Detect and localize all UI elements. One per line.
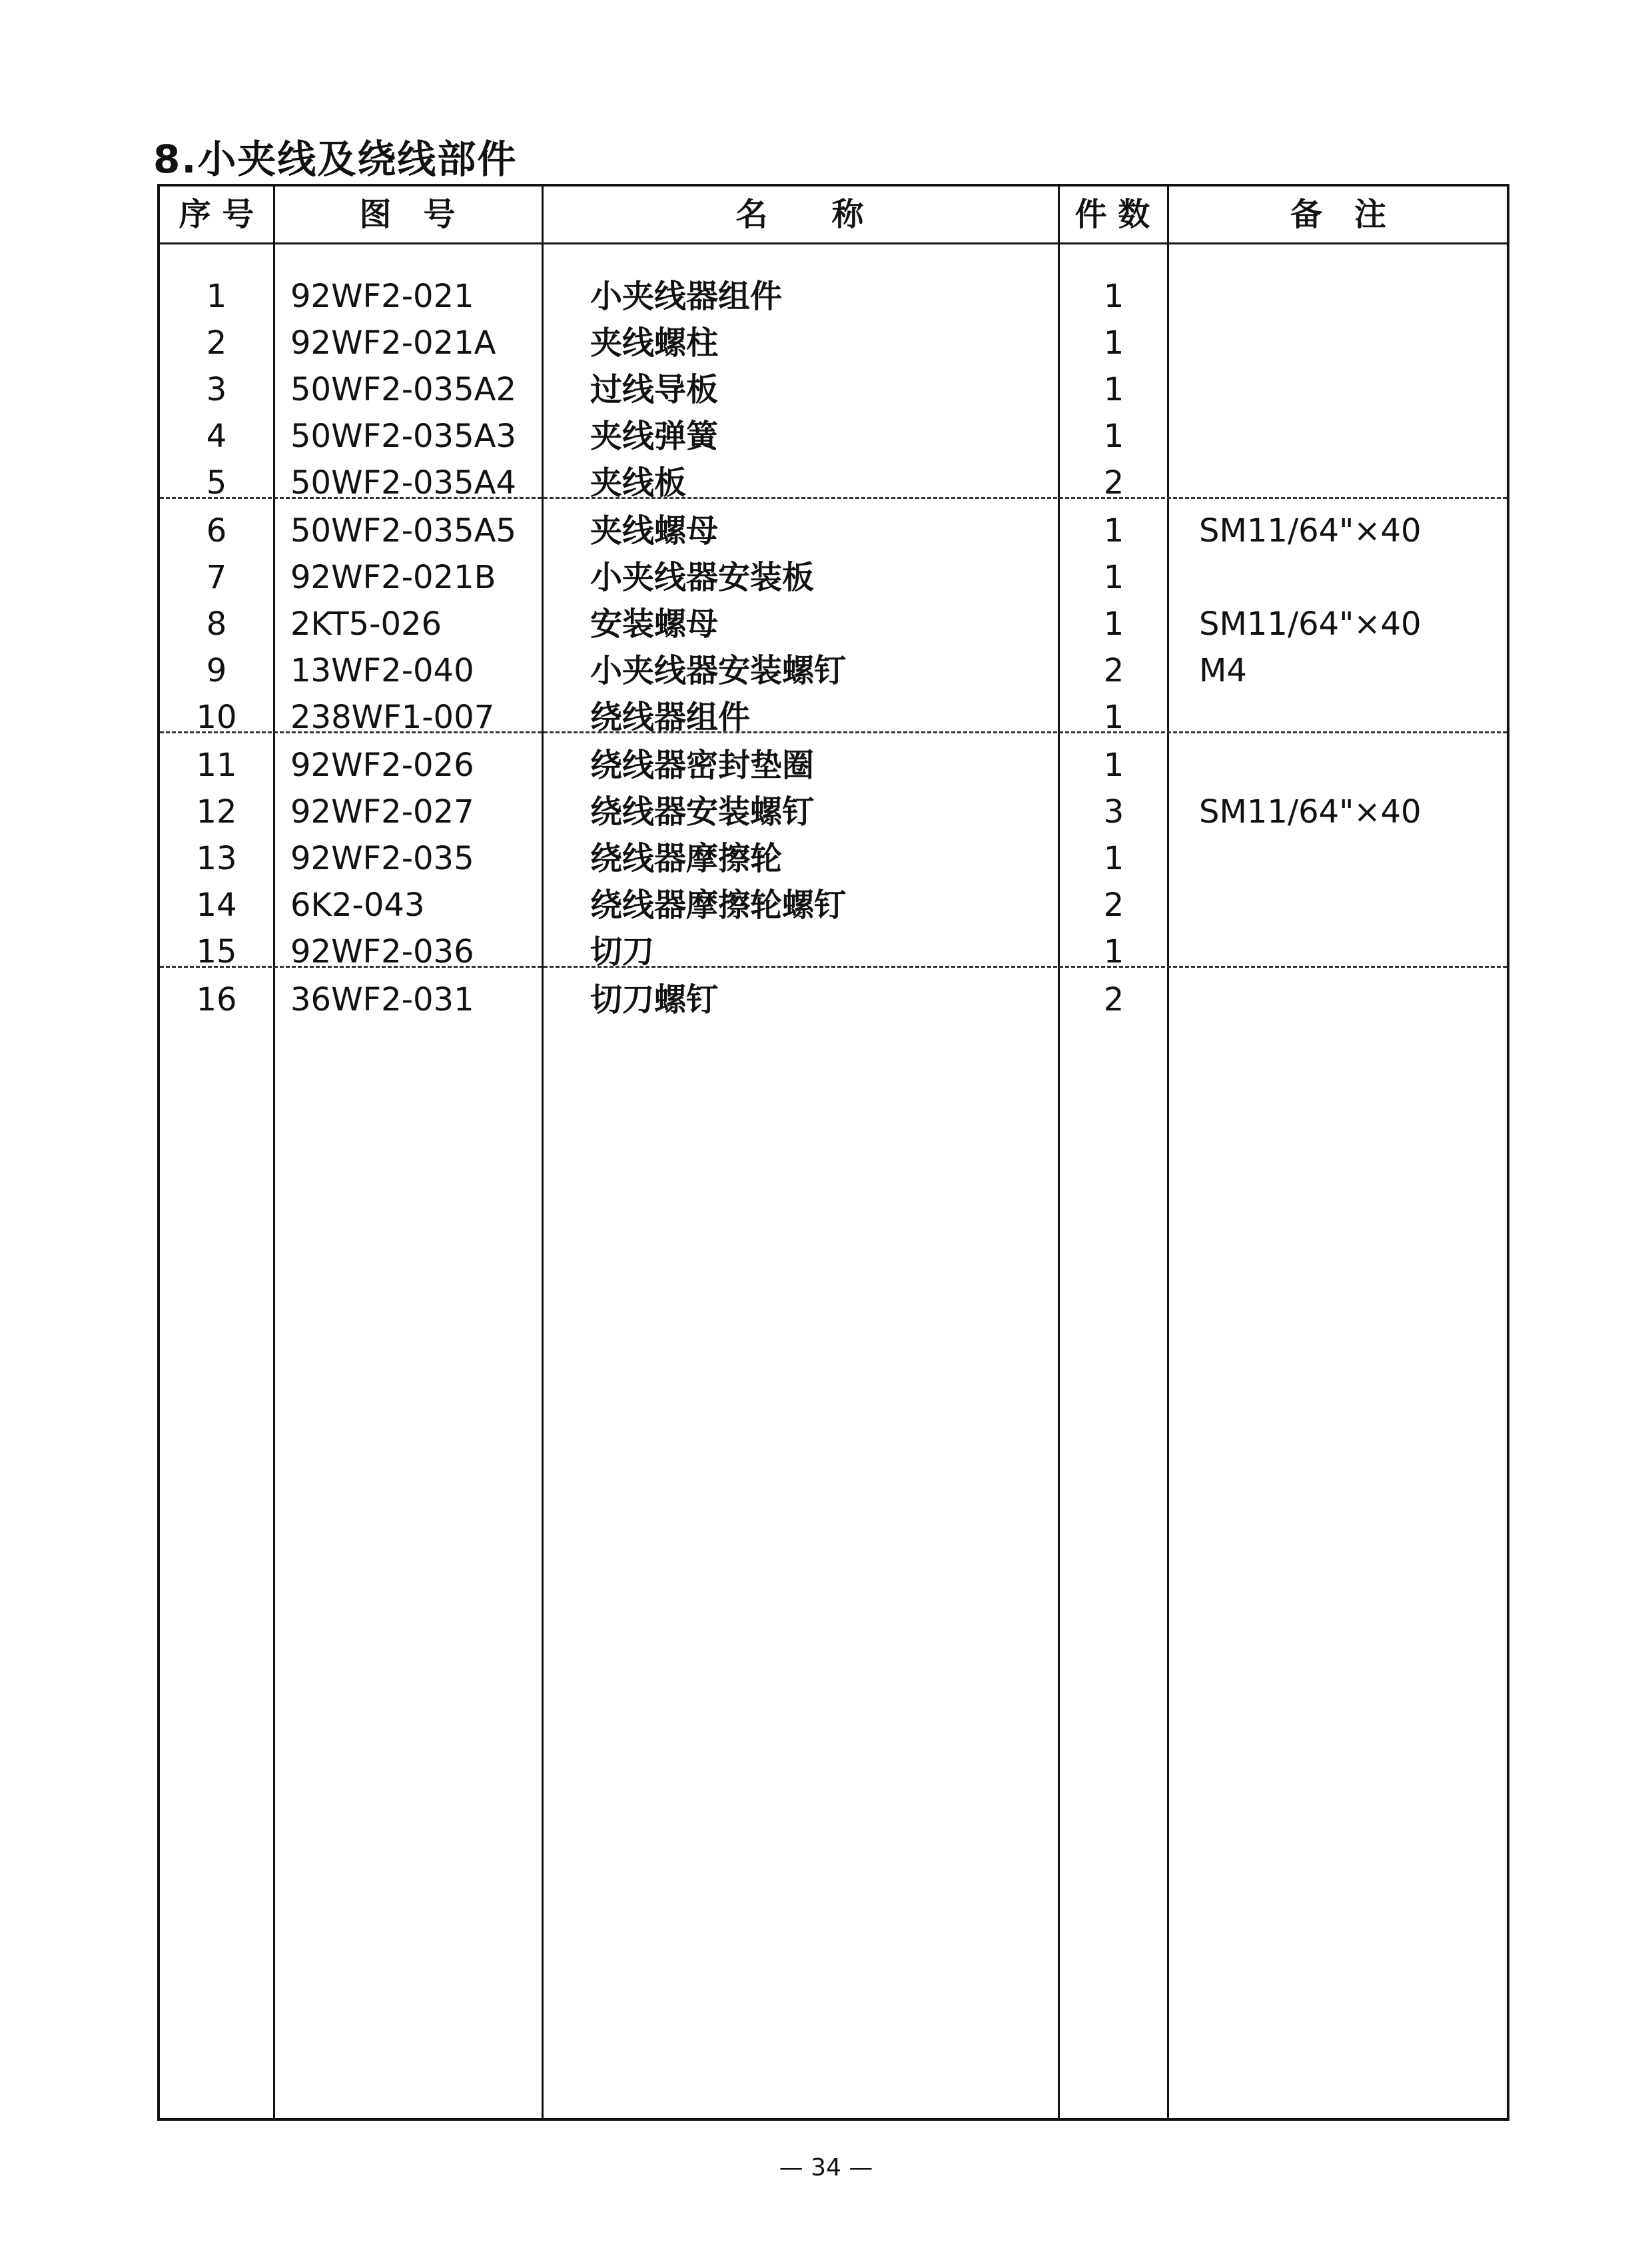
row-number: 16	[196, 981, 237, 1018]
part-note: SM11/64"×40	[1199, 793, 1422, 831]
part-note: M4	[1199, 652, 1247, 689]
part-note	[1199, 460, 1505, 506]
row-number: 1	[206, 278, 227, 315]
table-row	[160, 508, 1507, 554]
part-code: 50WF2-035A4	[290, 464, 516, 502]
table-row	[160, 320, 1507, 366]
row-number: 13	[196, 840, 237, 877]
part-quantity: 3	[1103, 793, 1124, 831]
part-name: 小夹线器组件	[590, 278, 783, 315]
row-number: 12	[196, 793, 237, 831]
table-row	[160, 742, 1507, 789]
part-note	[1199, 366, 1505, 413]
part-quantity: 1	[1103, 605, 1124, 643]
table-row	[160, 366, 1507, 413]
row-number: 2	[206, 324, 227, 362]
part-note: SM11/64"×40	[1199, 512, 1422, 550]
table-row	[160, 882, 1507, 929]
table-row	[160, 554, 1507, 601]
part-name: 切刀螺钉	[590, 981, 719, 1018]
part-quantity: 1	[1103, 699, 1124, 736]
header-note: 备 注	[1290, 196, 1386, 233]
part-note	[1199, 742, 1505, 789]
part-name: 绕线器摩擦轮	[590, 840, 783, 877]
row-number: 7	[206, 559, 227, 596]
part-quantity: 2	[1103, 981, 1124, 1018]
table-row	[160, 413, 1507, 460]
table-row	[160, 976, 1507, 1023]
table-row	[160, 929, 1507, 975]
table-row	[160, 835, 1507, 882]
part-code: 92WF2-021B	[290, 559, 496, 596]
row-number: 8	[206, 605, 227, 643]
row-number: 5	[206, 464, 227, 502]
part-name: 夹线板	[590, 464, 687, 502]
part-note	[1199, 976, 1505, 1023]
part-name: 切刀	[590, 933, 655, 970]
part-quantity: 2	[1103, 887, 1124, 924]
table-row	[160, 789, 1507, 835]
part-quantity: 1	[1103, 840, 1124, 877]
part-code: 92WF2-026	[290, 747, 474, 784]
page-title: 8.小夹线及绕线部件	[153, 137, 518, 182]
part-code: 50WF2-035A3	[290, 418, 516, 455]
part-code: 6K2-043	[290, 887, 425, 924]
row-number: 14	[196, 887, 237, 924]
header-qty: 件 数	[1074, 196, 1150, 233]
part-name: 绕线器组件	[590, 699, 751, 736]
part-code: 2KT5-026	[290, 605, 442, 643]
part-note: SM11/64"×40	[1199, 605, 1422, 643]
part-note	[1199, 835, 1505, 882]
part-name: 绕线器密封垫圈	[590, 747, 815, 784]
part-name: 过线导板	[590, 371, 719, 408]
page-number: — 34 —	[779, 2154, 873, 2181]
part-code: 238WF1-007	[290, 699, 495, 736]
part-quantity: 2	[1103, 652, 1124, 689]
part-quantity: 1	[1103, 324, 1124, 362]
header-divider	[160, 242, 1507, 244]
part-code: 92WF2-027	[290, 793, 474, 831]
part-quantity: 1	[1103, 512, 1124, 550]
row-number: 9	[206, 652, 227, 689]
parts-table	[157, 184, 1509, 2121]
part-code: 92WF2-036	[290, 933, 474, 970]
part-name: 绕线器安装螺钉	[590, 793, 815, 831]
table-row	[160, 273, 1507, 320]
row-number: 11	[196, 747, 237, 784]
part-code: 50WF2-035A2	[290, 371, 516, 408]
part-code: 36WF2-031	[290, 981, 474, 1018]
part-quantity: 1	[1103, 933, 1124, 970]
part-note	[1199, 320, 1505, 366]
row-number: 10	[196, 699, 237, 736]
row-number: 4	[206, 418, 227, 455]
part-quantity: 2	[1103, 464, 1124, 502]
part-name: 绕线器摩擦轮螺钉	[590, 887, 847, 924]
row-number: 3	[206, 371, 227, 408]
part-quantity: 1	[1103, 559, 1124, 596]
row-number: 15	[196, 933, 237, 970]
part-name: 夹线螺母	[590, 512, 719, 550]
part-note	[1199, 694, 1505, 741]
table-row	[160, 460, 1507, 506]
part-note	[1199, 413, 1505, 460]
part-name: 夹线螺柱	[590, 324, 719, 362]
table-row	[160, 694, 1507, 741]
part-name: 安装螺母	[590, 605, 719, 643]
header-name: 名 称	[735, 196, 864, 233]
part-name: 小夹线器安装板	[590, 559, 815, 596]
table-row	[160, 647, 1507, 694]
part-note	[1199, 929, 1505, 975]
part-quantity: 1	[1103, 278, 1124, 315]
part-code: 92WF2-021	[290, 278, 474, 315]
part-code: 13WF2-040	[290, 652, 474, 689]
part-note	[1199, 554, 1505, 601]
part-note	[1199, 882, 1505, 929]
part-code: 92WF2-035	[290, 840, 474, 877]
part-name: 夹线弹簧	[590, 418, 719, 455]
row-number: 6	[206, 512, 227, 550]
part-note	[1199, 273, 1505, 320]
part-code: 92WF2-021A	[290, 324, 496, 362]
part-code: 50WF2-035A5	[290, 512, 516, 550]
part-quantity: 1	[1103, 371, 1124, 408]
part-name: 小夹线器安装螺钉	[590, 652, 847, 689]
header-code: 图 号	[359, 196, 456, 233]
header-no: 序 号	[179, 196, 254, 233]
table-row	[160, 601, 1507, 647]
part-quantity: 1	[1103, 747, 1124, 784]
part-quantity: 1	[1103, 418, 1124, 455]
